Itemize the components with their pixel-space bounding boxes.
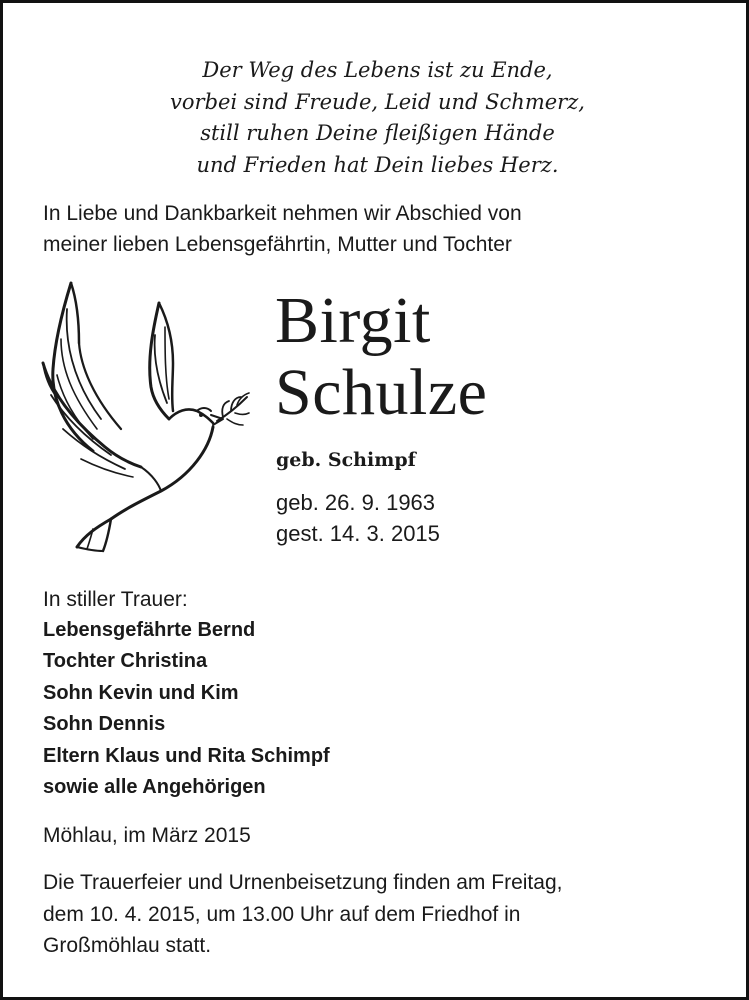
mourners-list bbox=[43, 615, 330, 803]
service-line: Die Trauerfeier und Urnenbeisetzung finden am Freitag, bbox=[43, 871, 563, 894]
mourner-name: Tochter Christina bbox=[43, 650, 208, 673]
mourner-name: Eltern Klaus und Rita Schimpf bbox=[43, 744, 330, 767]
place-and-date: Möhlau, im März 2015 bbox=[43, 824, 251, 847]
intro-line: meiner lieben Lebensgefährtin, Mutter und Tochter bbox=[43, 233, 512, 256]
life-dates bbox=[276, 487, 440, 549]
first-name: Birgit bbox=[275, 284, 431, 357]
funeral-service-info bbox=[43, 867, 562, 962]
mourner-name: Lebensgefährte Bernd bbox=[43, 619, 256, 641]
dove-with-olive-branch-icon bbox=[41, 279, 251, 553]
deceased-name bbox=[275, 285, 487, 429]
last-name: Schulze bbox=[275, 356, 488, 429]
service-line: Großmöhlau statt. bbox=[43, 934, 212, 957]
mourners-label: In stiller Trauer: bbox=[43, 588, 188, 611]
poem-line: still ruhen Deine fleißigen Hände bbox=[200, 121, 555, 145]
intro-line: In Liebe und Dankbarkeit nehmen wir Abschied von bbox=[43, 202, 522, 225]
mourner-name: Sohn Dennis bbox=[43, 713, 166, 736]
birth-date: geb. 26. 9. 1963 bbox=[276, 490, 436, 515]
poem bbox=[3, 55, 749, 181]
poem-line: vorbei sind Freude, Leid und Schmerz, bbox=[170, 89, 585, 114]
maiden-name: geb. Schimpf bbox=[276, 449, 416, 471]
poem-line: Der Weg des Lebens ist zu Ende, bbox=[202, 58, 553, 82]
death-date: gest. 14. 3. 2015 bbox=[276, 521, 440, 546]
service-line: dem 10. 4. 2015, um 13.00 Uhr auf dem Friedhof in bbox=[43, 902, 521, 926]
mourner-name: sowie alle Angehörigen bbox=[43, 776, 266, 799]
mourner-name: Sohn Kevin und Kim bbox=[43, 681, 239, 704]
intro-text bbox=[43, 198, 522, 260]
poem-line: und Frieden hat Dein liebes Herz. bbox=[196, 152, 559, 177]
